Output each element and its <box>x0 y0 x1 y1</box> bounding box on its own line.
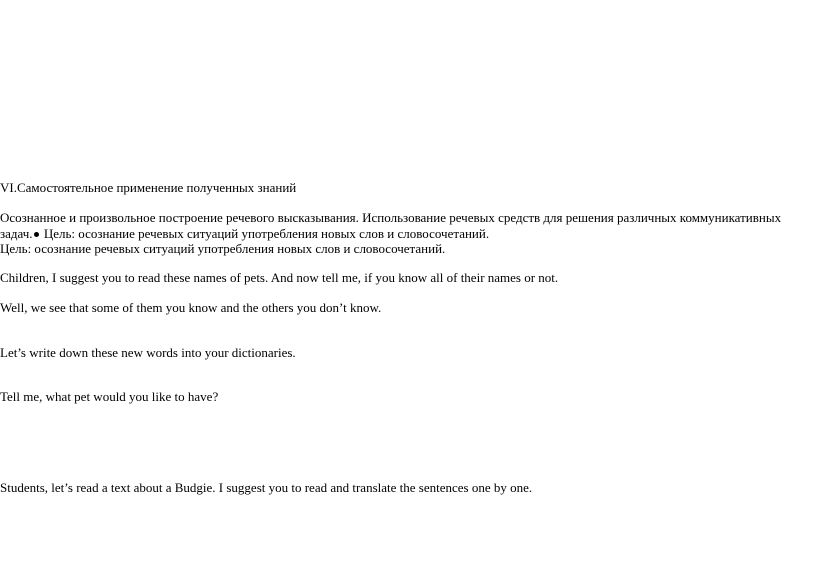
paragraph-2: Children, I suggest you to read these names of pets. And now tell me, if you know all of their names or not. <box>0 270 559 285</box>
section-heading: VI.Самостоятельное применение полученных знаний <box>0 180 297 195</box>
bullet-icon <box>34 232 39 237</box>
paragraph-5: Tell me, what pet would you like to have? <box>0 389 219 404</box>
paragraph-1-line-3: Цель: осознание речевых ситуаций употребления новых слов и словосочетаний. <box>0 241 446 256</box>
paragraph-1-line-1: Осознанное и произвольное построение речевого высказывания. Использование речевых средств для решения различных коммуникативных <box>0 210 782 225</box>
paragraph-3: Well, we see that some of them you know and the others you don’t know. <box>0 300 382 315</box>
paragraph-6: Students, let’s read a text about a Budgie. I suggest you to read and translate the sentences one by one. <box>0 480 533 495</box>
paragraph-4: Let’s write down these new words into your dictionaries. <box>0 345 296 360</box>
paragraph-1-line-2 <box>0 226 489 242</box>
paragraph-1-line-2-start: задач. <box>0 226 33 241</box>
paragraph-1-line-2-end: Цель: осознание речевых ситуаций употребления новых слов и словосочетаний. <box>40 226 490 241</box>
